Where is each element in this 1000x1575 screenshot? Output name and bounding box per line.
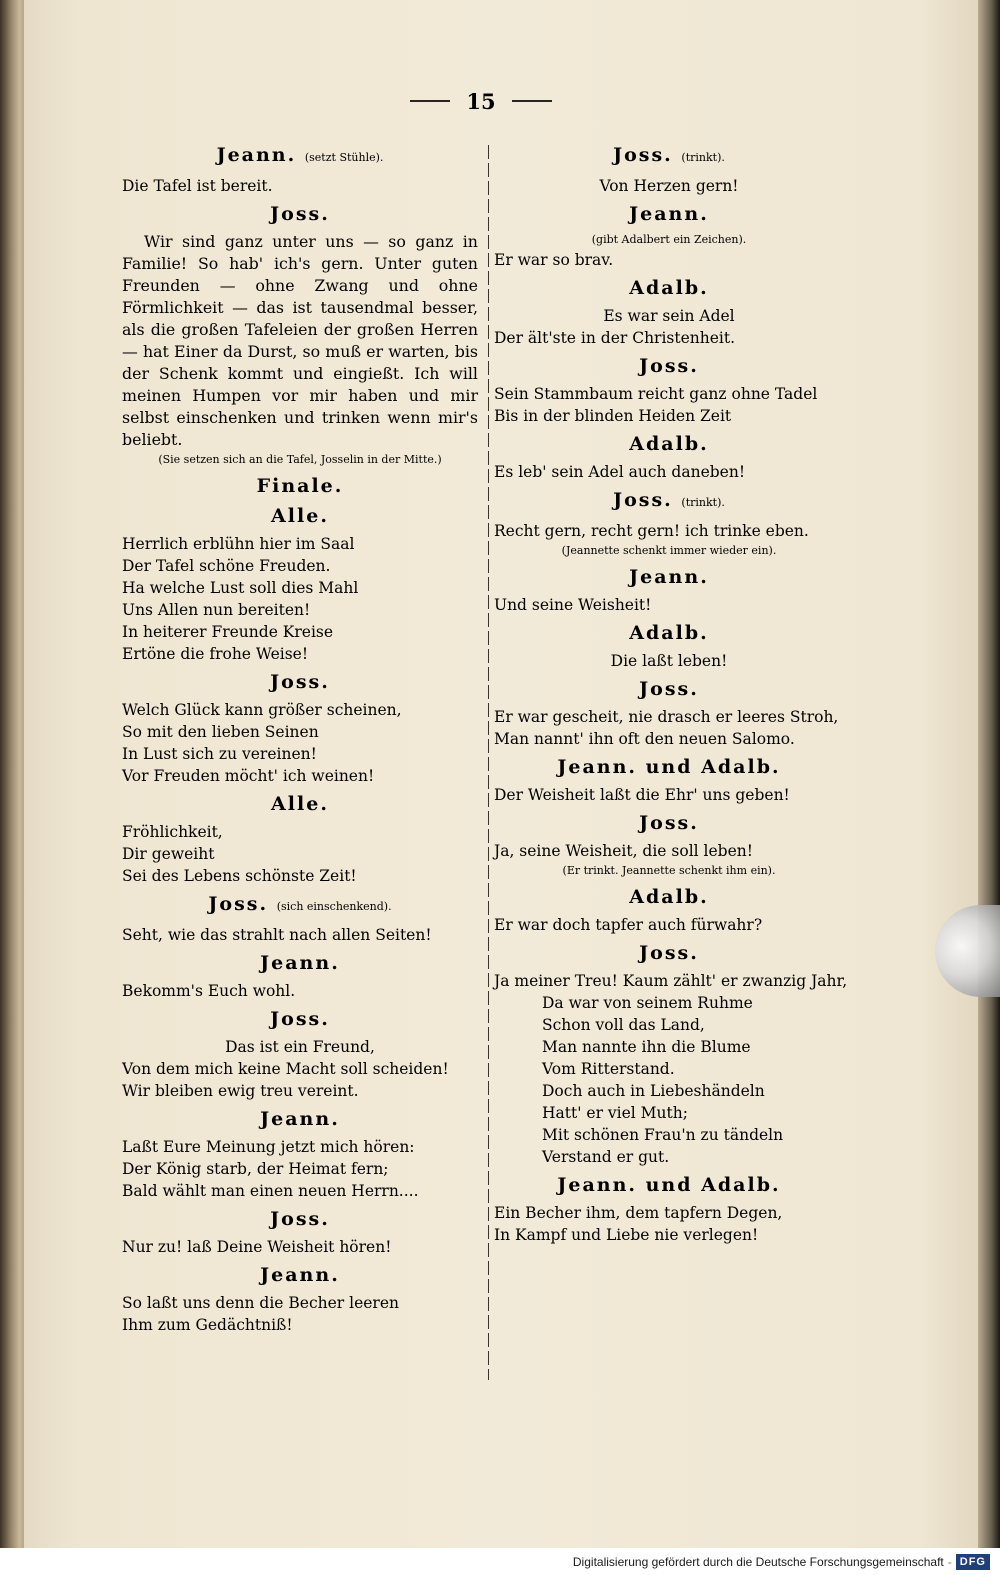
left-column bbox=[122, 138, 478, 1336]
book-binding-left bbox=[0, 0, 24, 1548]
verse-line: Sein Stammbaum reicht ganz ohne Tadel bbox=[494, 385, 818, 403]
verse-line: Fröhlichkeit, bbox=[122, 823, 223, 841]
verse-line: Ihm zum Gedächtniß! bbox=[122, 1316, 293, 1334]
verse-line: Seht, wie das strahlt nach allen Seiten! bbox=[122, 926, 432, 944]
verse-line: Der Tafel schöne Freuden. bbox=[122, 557, 331, 575]
speaker-label: Jeann. bbox=[629, 566, 709, 588]
verse-line: In Kampf und Liebe nie verlegen! bbox=[494, 1226, 759, 1244]
verse-line: Verstand er gut. bbox=[542, 1148, 670, 1166]
stage-direction: (Sie setzen sich an die Tafel, Josselin in der Mitte.) bbox=[158, 453, 442, 466]
verse-line: Der König starb, der Heimat fern; bbox=[122, 1160, 389, 1178]
speaker-label: Joss. bbox=[270, 1208, 330, 1230]
verse-line: Von dem mich keine Macht soll scheiden! bbox=[122, 1060, 449, 1078]
footer-separator: - bbox=[947, 1554, 952, 1569]
verse-line: Ja, seine Weisheit, die soll leben! bbox=[494, 842, 753, 860]
header-rule-left bbox=[410, 100, 450, 102]
verse-line: Ein Becher ihm, dem tapfern Degen, bbox=[494, 1204, 783, 1222]
stage-direction: (trinkt). bbox=[681, 496, 725, 509]
speaker-label: Jeann. und Adalb. bbox=[557, 1174, 781, 1196]
verse-line: Recht gern, recht gern! ich trinke eben. bbox=[494, 522, 809, 540]
speaker-label: Joss. (trinkt). bbox=[613, 489, 725, 511]
column-divider bbox=[488, 145, 489, 1380]
verse-line: Er war doch tapfer auch fürwahr? bbox=[494, 916, 763, 934]
verse-line: Herrlich erblühn hier im Saal bbox=[122, 535, 355, 553]
verse-line: In Lust sich zu vereinen! bbox=[122, 745, 317, 763]
verse-line: Dir geweiht bbox=[122, 845, 215, 863]
stage-direction: (Er trinkt. Jeannette schenkt ihm ein). bbox=[562, 864, 776, 877]
verse-line: Man nannte ihn die Blume bbox=[542, 1038, 751, 1056]
verse-line: Man nannt' ihn oft den neuen Salomo. bbox=[494, 730, 795, 748]
speaker-label: Joss. bbox=[639, 355, 699, 377]
verse-line: Er war gescheit, nie drasch er leeres Stroh, bbox=[494, 708, 839, 726]
verse-line: Die Tafel ist bereit. bbox=[122, 177, 273, 195]
verse-line: Ha welche Lust soll dies Mahl bbox=[122, 579, 359, 597]
verse-line: In heiterer Freunde Kreise bbox=[122, 623, 334, 641]
verse-line: So mit den lieben Seinen bbox=[122, 723, 319, 741]
stage-direction: (trinkt). bbox=[681, 151, 725, 164]
dfg-logo: DFG bbox=[956, 1554, 990, 1570]
verse-line: Welch Glück kann größer scheinen, bbox=[122, 701, 402, 719]
verse-line: Mit schönen Frau'n zu tändeln bbox=[542, 1126, 784, 1144]
verse-line: Laßt Eure Meinung jetzt mich hören: bbox=[122, 1138, 415, 1156]
speaker-label: Joss. bbox=[270, 203, 330, 225]
speaker-label: Jeann. bbox=[260, 952, 340, 974]
prose-paragraph: Wir sind ganz unter uns — so ganz in Familie! So hab' ich's gern. Unter guten Freunden — ohne Zwang und ohne Förmlichkeit — das ist tausendmal besser, als die großen Tafeleien der großen Herren — hat Einer da Durst, so muß er warten, bis der Schenk kommt und eingießt. Ich will meinen Humpen vor mir haben und mir selbst einschenken und trinken wenn mir's beliebt. bbox=[122, 232, 478, 449]
page-edge-shadow bbox=[978, 0, 1000, 1548]
verse-line: Er war so brav. bbox=[494, 251, 614, 269]
verse-line: Schon voll das Land, bbox=[542, 1016, 705, 1034]
speaker-label: Joss. bbox=[639, 942, 699, 964]
speaker-label: Adalb. bbox=[629, 622, 709, 644]
verse-line: Der Weisheit laßt die Ehr' uns geben! bbox=[494, 786, 790, 804]
verse-line: Ertöne die frohe Weise! bbox=[122, 645, 309, 663]
speaker-label: Joss. (trinkt). bbox=[613, 144, 725, 166]
right-column bbox=[494, 138, 848, 1246]
verse-line: Vom Ritterstand. bbox=[542, 1060, 675, 1078]
verse-line: Uns Allen nun bereiten! bbox=[122, 601, 311, 619]
verse-line: Bis in der blinden Heiden Zeit bbox=[494, 407, 732, 425]
verse-line: Nur zu! laß Deine Weisheit hören! bbox=[122, 1238, 392, 1256]
stage-direction: (gibt Adalbert ein Zeichen). bbox=[591, 233, 747, 246]
section-heading-finale: Finale. bbox=[256, 475, 344, 497]
speaker-label: Adalb. bbox=[629, 277, 709, 299]
verse-line: Die laßt leben! bbox=[610, 652, 728, 670]
verse-line: Bald wählt man einen neuen Herrn.... bbox=[122, 1182, 419, 1200]
verse-line: Und seine Weisheit! bbox=[494, 596, 652, 614]
speaker-label: Jeann. bbox=[629, 203, 709, 225]
verse-line: Es war sein Adel bbox=[603, 307, 735, 325]
stage-direction: (sich einschenkend). bbox=[276, 900, 392, 913]
page-header bbox=[386, 86, 576, 116]
verse-line: So laßt uns denn die Becher leeren bbox=[122, 1294, 400, 1312]
verse-line: Von Herzen gern! bbox=[599, 177, 739, 195]
speaker-label: Jeann. (setzt Stühle). bbox=[216, 144, 384, 166]
verse-line: Doch auch in Liebeshändeln bbox=[542, 1082, 765, 1100]
verse-line: Ja meiner Treu! Kaum zählt' er zwanzig Jahr, bbox=[494, 972, 848, 990]
speaker-label: Jeann. bbox=[260, 1108, 340, 1130]
speaker-label: Alle. bbox=[271, 793, 329, 815]
speaker-label: Adalb. bbox=[629, 886, 709, 908]
speaker-label: Joss. bbox=[639, 812, 699, 834]
footer-credit-text: Digitalisierung gefördert durch die Deutsche Forschungsgemeinschaft bbox=[572, 1554, 944, 1569]
verse-line: Sei des Lebens schönste Zeit! bbox=[122, 867, 357, 885]
speaker-label: Joss. bbox=[639, 678, 699, 700]
speaker-label: Jeann. bbox=[260, 1264, 340, 1286]
stage-direction: (Jeannette schenkt immer wieder ein). bbox=[561, 544, 777, 557]
header-rule-right bbox=[512, 100, 552, 102]
speaker-label: Joss. bbox=[270, 671, 330, 693]
speaker-label: Jeann. und Adalb. bbox=[557, 756, 781, 778]
digitization-footer bbox=[0, 1548, 1000, 1575]
verse-line: Es leb' sein Adel auch daneben! bbox=[494, 463, 746, 481]
speaker-label: Joss. bbox=[270, 1008, 330, 1030]
verse-line: Das ist ein Freund, bbox=[225, 1038, 375, 1056]
page-number: 15 bbox=[466, 88, 496, 114]
speaker-label: Adalb. bbox=[629, 433, 709, 455]
speaker-label: Joss. (sich einschenkend). bbox=[208, 893, 392, 915]
speaker-label: Alle. bbox=[271, 505, 329, 527]
verse-line: Der ält'ste in der Christenheit. bbox=[494, 329, 736, 347]
stage-direction: (setzt Stühle). bbox=[304, 151, 384, 164]
verse-line: Bekomm's Euch wohl. bbox=[122, 982, 296, 1000]
verse-line: Wir bleiben ewig treu vereint. bbox=[122, 1082, 359, 1100]
verse-line: Da war von seinem Ruhme bbox=[542, 994, 753, 1012]
verse-line: Vor Freuden möcht' ich weinen! bbox=[122, 767, 375, 785]
verse-line: Hatt' er viel Muth; bbox=[542, 1104, 688, 1122]
